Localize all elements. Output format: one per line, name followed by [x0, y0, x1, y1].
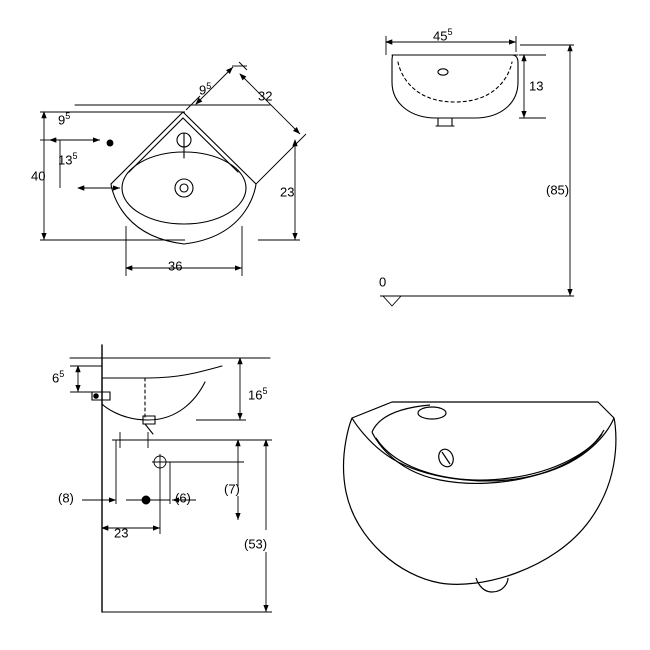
dim-label-45-5: $45^5$	[433, 27, 453, 44]
top-view-geometry	[75, 105, 270, 244]
dim-label-13-5: $13^5$	[58, 151, 78, 168]
dim-label-40: 40	[31, 168, 46, 184]
dim-label-53: (53)	[244, 536, 268, 552]
dim-label-6: (6)	[175, 490, 191, 506]
dim-label-datum-zero: 0	[379, 274, 387, 290]
dim-label-36: 36	[168, 258, 183, 274]
perspective-view-geometry	[344, 402, 616, 592]
dim-label-23-side: 23	[114, 525, 129, 541]
dim-label-32: 32	[258, 88, 273, 104]
side-view-dimensions	[70, 358, 272, 612]
dim-label-23-top: 23	[280, 184, 295, 200]
dim-label-9-5-left: $9^5$	[58, 111, 71, 128]
dim-label-6-5: $6^5$	[52, 369, 65, 386]
dim-label-85: (85)	[546, 182, 570, 198]
front-view-geometry	[392, 55, 518, 126]
dim-label-7: (7)	[224, 481, 240, 497]
dim-label-13: 13	[529, 78, 544, 94]
front-view-dimensions	[380, 36, 574, 306]
dim-label-8: (8)	[58, 490, 74, 506]
dim-label-9-5-upper: $9^5$	[199, 81, 212, 98]
dim-label-16-5: $16^5$	[248, 386, 268, 403]
